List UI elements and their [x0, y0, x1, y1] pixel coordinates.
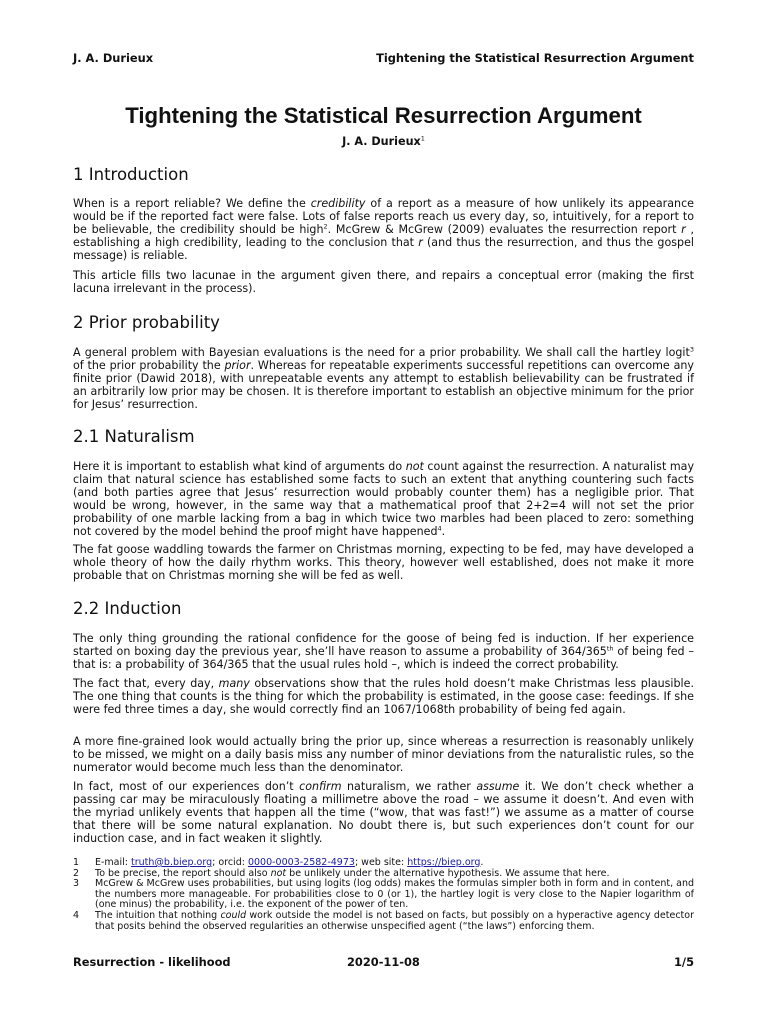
author-line	[73, 135, 694, 148]
induction-paragraph-4	[73, 780, 694, 845]
text-span: naturalism, we rather	[341, 780, 477, 793]
text-span: count against the resurrection. A naturalist may claim that natural science has established some facts to such an extent that anything countering such facts (and both parties agree that Jesus’ resurrection would probably counter them) has a negligible prior. That would be wrong, however, in the same way that a mathematical proof that 2+2=4 will not set the prior probability of one marble lacking from a bag in which twice two marbles had been placed to zero: something not covered by the model behind the proof might have happened	[73, 460, 695, 538]
section-heading-induction: 2.2 Induction	[73, 599, 182, 618]
header-author: J. A. Durieux	[73, 51, 154, 65]
emphasis-many: many	[218, 677, 250, 690]
footnote-number: 2	[73, 867, 80, 879]
footnote-marker-2[interactable]: 2	[323, 222, 328, 231]
emphasis-assume: assume	[476, 780, 520, 793]
text-span: of being fed – that is: a probability of 364/365 that the usual rules hold –, which is indeed the correct probability.	[73, 645, 694, 671]
emphasis-not: not	[405, 460, 424, 473]
paper-title: Tightening the Statistical Resurrection Argument	[125, 103, 642, 128]
text-span: .	[480, 857, 484, 868]
variable-r: r	[418, 236, 423, 249]
text-span: . Whereas for repeatable experiments successful repetitions can overcome any finite prior (Dawid 2018), with unrepeatable events any attempt to establish believability can be frustrated if an arbitrarily low prior may be chosen. It is therefore important to establish an objective minimum for the prior for Jesus’ resurrection.	[73, 359, 694, 411]
induction-paragraph-1	[73, 632, 694, 671]
emphasis-could: could	[220, 909, 247, 921]
footnote-number: 1	[73, 857, 80, 868]
footnote-4	[73, 911, 694, 932]
text-span: observations show that the rules hold doesn’t make Christmas less plausible. The one thing that counts is the thing for which the probability is estimated, in the goose case: feedings. If she were fed three times a day, she would correctly find an 1067/1068th probability of being fed again.	[73, 677, 694, 716]
website-link[interactable]: https://biep.org	[407, 857, 481, 868]
naturalism-paragraph-1	[73, 460, 694, 538]
footnote-marker-4[interactable]: 4	[437, 524, 442, 533]
footnote-text: McGrew & McGrew uses probabilities, but using logits (log odds) makes the formulas simpler both in form and in content, and the numbers more manageable. For probabilities close to 0 (or 1), the hartley logit is very close to the Napier logarithm of (one minus) the probability, i.e. the exponent of the power of ten.	[95, 878, 694, 911]
text-span: In fact, most of our experiences don’t	[73, 780, 300, 793]
emphasis-confirm: confirm	[299, 780, 342, 793]
text-span: of the prior probability the	[73, 359, 225, 372]
text-span: , establishing a high credibility, leading to the conclusion that	[73, 223, 694, 249]
footer-topic: Resurrection - likelihood	[73, 955, 231, 969]
running-header	[73, 51, 694, 65]
text-span: of a report as a measure of how unlikely its appearance would be if the reported fact were false. Lots of false reports reach us every day, so, intuitively, for a report to be believable, the credibility should be high	[73, 197, 694, 236]
superscript-th: th	[606, 644, 614, 653]
prior-paragraph-1	[73, 346, 694, 411]
page-number: 1/5	[673, 955, 694, 969]
footnote-marker-1[interactable]: 1	[420, 134, 425, 143]
intro-paragraph-1	[73, 197, 694, 262]
section-heading-naturalism: 2.1 Naturalism	[73, 427, 195, 446]
text-span: work outside the model is not based on facts, but possibly on a hyperactive agency detector that posits behind the observed regularities an otherwise unspecified agent (“the laws”) enforcing them.	[95, 909, 694, 932]
text-span: it. We don’t check whether a passing car may be miraculously floating a millimetre above the road – we assume it doesn’t. And even with the myriad unlikely events that happen all the time (“wow, that was fast!”) we assume as a matter of course that there will be some natural explanation. No doubt there is, but such experiences don’t count for our induction case, and in fact weaken it slightly.	[73, 780, 694, 845]
variable-r: r	[681, 223, 686, 236]
text-span: ; web site:	[354, 857, 408, 868]
running-footer	[73, 955, 694, 969]
orcid-link[interactable]: 0000-0003-2582-4973	[247, 857, 355, 868]
emphasis-not: not	[270, 867, 287, 879]
footer-date: 2020-11-08	[347, 955, 420, 969]
email-link[interactable]: truth@b.biep.org	[131, 857, 213, 868]
text-span: The fact that, every day,	[73, 677, 219, 690]
emphasis-prior: prior	[224, 359, 251, 372]
text-span: . McGrew & McGrew (2009) evaluates the resurrection report	[327, 223, 682, 236]
text-span: ; orcid:	[212, 857, 248, 868]
induction-paragraph-3: A more fine-grained look would actually bring the prior up, since whereas a resurrection is reasonably unlikely to be missed, we might on a daily basis miss any number of minor deviations from the naturalistic rules, so the numerator would become much less than the denominator.	[73, 735, 694, 774]
induction-paragraph-2	[73, 677, 694, 716]
text-span: The intuition that nothing	[95, 909, 221, 921]
text-span: .	[441, 525, 446, 538]
footnote-3	[73, 879, 694, 911]
section-heading-introduction: 1 Introduction	[73, 165, 189, 184]
author-name: J. A. Durieux	[342, 135, 421, 148]
footnote-marker-3[interactable]: 3	[689, 345, 694, 354]
section-heading-prior-probability: 2 Prior probability	[73, 313, 220, 332]
text-span: E-mail:	[95, 857, 132, 868]
header-title: Tightening the Statistical Resurrection Argument	[376, 51, 694, 65]
text-span: be unlikely under the alternative hypothesis. We assume that here.	[286, 867, 610, 879]
naturalism-paragraph-2: The fat goose waddling towards the farmer on Christmas morning, expecting to be fed, may have developed a whole theory of how the daily rhythm works. This theory, however well established, does not make it more probable that on Christmas morning she will be fed as well.	[73, 543, 694, 582]
footnote-number: 4	[73, 909, 80, 921]
footnote-number: 3	[73, 878, 80, 890]
emphasis-credibility: credibility	[310, 197, 366, 210]
text-span: A general problem with Bayesian evaluations is the need for a prior probability. We shall call the hartley logit	[73, 346, 690, 359]
intro-paragraph-2: This article fills two lacunae in the argument given there, and repairs a conceptual error (making the first lacuna irrelevant in the process).	[73, 269, 694, 295]
text-span: (and thus the resurrection, and thus the gospel message) is reliable.	[73, 236, 694, 262]
footnotes	[73, 858, 694, 932]
text-span: To be precise, the report should also	[95, 867, 271, 879]
text-span: Here it is important to establish what kind of arguments do	[73, 460, 406, 473]
text-span: The only thing grounding the rational confidence for the goose of being fed is induction. If her experience started on boxing day the previous year, she’ll have reason to assume a probability of 364/365	[73, 632, 694, 658]
text-span: When is a report reliable? We define the	[73, 197, 311, 210]
